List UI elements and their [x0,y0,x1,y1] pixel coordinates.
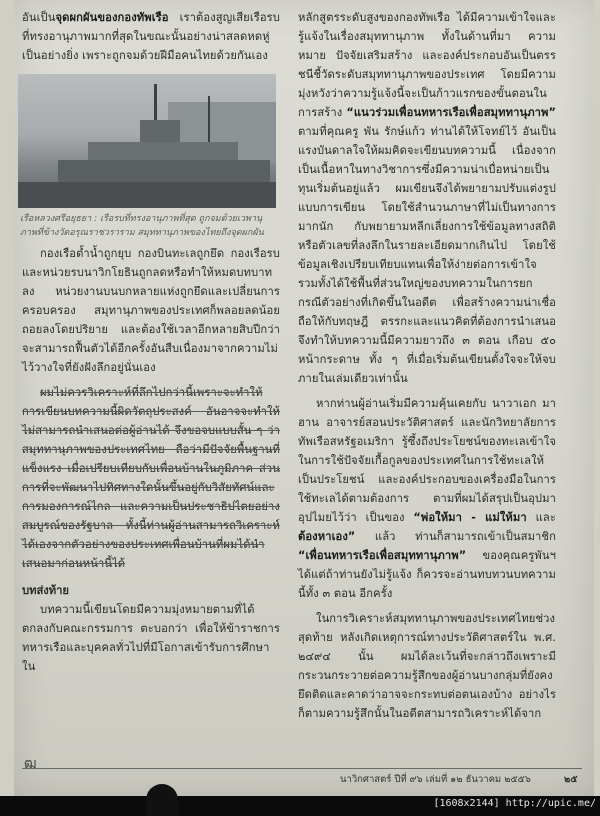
intro-text-2: เราต้องสูญเสียเรือรบที่ทรงอานุภาพมากที่สุดในขณะนั้นอย่างน่าสลดหดหู่เป็นอย่างยิ่ง เพราะถูกจมด้วยฝีมือคนไทยด้วยกันเอง [22,11,280,62]
intro-paragraph [22,8,280,65]
journal-issue: นาวิกศาสตร์ ปีที่ ๙๖ เล่มที่ ๑๒ ธันวาคม ๒๕๕๖ [340,774,531,785]
photo-caption: เรือหลวงศรีอยุธยา : เรือรบที่ทรงอานุภาพที่สุด ถูกจมด้วยเวพานุภาพที่ข้างวัดอรุณราชวราราม สมุททานุภาพของไทยถึงจุดผกผัน [20,214,264,238]
right-p1-post: ตามที่คุณครู พัน รักษ์แก้ว ท่านได้ให้โจทย์ไว้ อันเป็นแรงบันดาลใจให้ผมคิดจะเขียนบทความนี้ เนื่องจากเป็นเนื้อหาในทางวิชาการซึ่งมีความน่าเบื่อหน่ายเป็นทุนเริ่มต้นอยู่แล้ว ผมเขียนจึงได้พยายามปรับแต่งรูปแบบการเขียน โดยใช้สำนวนภาษาที่ไม่เป็นทางการมากนัก กับพยายามหลีกเลี่ยงการใช้ข้อมูลทางสถิติหรือตัวเลขที่ลงลึกในรายละเอียดมากเกินไป โดยใช้ข้อมูลเชิงเปรียบเทียบแทนเพื่อให้ง่ายต่อการเข้าใจ รวมทั้งได้ใช้พื้นที่ส่วนใหญ่ของบทความในการยกกรณีตัวอย่างที่เกิดขึ้นในอดีต เพื่อสร้างความน่าเชื่อถือให้กับทฤษฎี ตรรกะและแนวคิดที่ต้องการนำเสนอ จึงทำให้บทความนี้มีความยาวถึง ๓ ตอน เกือบ ๕๐ หน้ากระดาษ ทั้ง ๆ ที่เมื่อเริ่มต้นเขียนตั้งใจจะให้จบภายในเล่มเดียวเท่านั้น [298,125,556,385]
right-paragraph-2 [298,394,556,603]
intro-text-1: อันเป็น [22,11,56,24]
body-paragraph-3: ผมไม่ควรวิเคราะห์ที่ลึกไปกว่านี้เพราะจะทำให้การเขียนบทความนี้ผิดวัตถุประสงค์ อันอาจจะทำให้ไม่สามารถนำเสนอต่อผู้อ่านได้ จึงขอจบแบบสั้น ๆ ว่า สมุททานุภาพของประเทศไทย ถือว่ามีปัจจัยพื้นฐานที่แข็งแรง เมื่อเปรียบเทียบกับเพื่อนบ้านในภูมิภาค ส่วนการที่จะพัฒนาไปทิศทางใดนั้นขึ้นอยู่กับวิสัยทัศน์และการมองการณ์ไกล และความเป็นประชาธิปไตยอย่างสมบูรณ์ของรัฐบาล ทั้งนี้ท่านผู้อ่านสามารถวิเคราะห์ได้เองจากตัวอย่างของประเทศเพื่อนบ้านที่ผมได้นำเสนอมาก่อนหน้านี้ได้ [22,386,280,570]
intro-text-bold: จุดผกผันของกองทัพเรือ [55,11,169,24]
page-footer [22,756,582,791]
right-p2-bold3: “เพื่อนทหารเรือเพื่อสมุททานุภาพ” [298,549,467,562]
right-p1-pre: หลักสูตรระดับสูงของกองทัพเรือ ได้มีความเข้าใจและรู้แจ้งในเรื่องสมุททานุภาพ ทั้งในด้านที่มา ความหมาย ปัจจัยเสริมสร้าง และองค์ประกอบอันเป็นตรรชนีชี้วัดระดับสมุททานุภาพของประเทศ โดยมีความมุ่งหวังว่าความรู้แจ้งนี้จะเป็นก้าวแรกของขั้นตอนในการสร้าง [298,11,556,119]
right-p1-bold: “แนวร่วมเพื่อนทหารเรือเพื่อสมุททานุภาพ” [346,106,556,119]
upload-watermark: [1608x2144] http://upic.me/ [433,798,596,809]
right-p2-mid2: แล้ว ท่านก็สามารถเข้าเป็นสมาชิก [355,530,556,543]
right-p2-mid: และ [526,511,556,524]
right-p2-bold1: “พ่อให้มา - แม่ให้มา [413,511,527,524]
body-paragraph-4: บทความนี้เขียนโดยมีความมุ่งหมายตามที่ได้ตกลงกับคณะกรรมการ ตะบอกว่า เพื่อให้ข้าราชการทหารเรือและบุคคลทั่วไปที่มีโอกาสเข้ารับการศึกษาใน [22,603,280,673]
cat-silhouette [146,784,178,816]
warship-photo [18,74,276,208]
right-paragraph-3: ในการวิเคราะห์สมุททานุภาพของประเทศไทยช่วงสุดท้าย หลังเกิดเหตุการณ์ทางประวัติศาสตร์ใน พ.ศ. ๒๔๙๔ นั้น ผมได้ละเว้นที่จะกล่าวถึงเพราะมีกระวนกระวายต่อความรู้สึกของผู้อ่านบางกลุ่มที่ยังคงยึดติดและคาดว่าอาจจะกระทบต่อตนเองบ้าง อย่างไรก็ตามความรู้สึกนั้นในอดีตสามารถวิเคราะห์ได้จาก [298,612,556,720]
right-p2-post: ของคุณครูพันฯ ได้แต่ถ้าท่านยังไม่รู้แจ้ง ก็ควรจะอ่านทบทวนบทความนี้ทั้ง ๓ ตอน อีกครั้ง [298,549,556,600]
page-number: ๒๕ [564,774,578,785]
magazine-page [14,0,594,796]
section-title: บทส่งท้าย [22,584,69,597]
left-column [22,0,280,65]
right-p2-bold2: ต้องหาเอง” [298,530,356,543]
right-column [298,0,556,720]
right-paragraph-1 [298,8,556,388]
body-paragraph-2: กองเรือต้ำน้ำถูกยุบ กองบินทะเลถูกยึด กองเรือรบและหน่วยรบนาวิกโยธินถูกลดหรือทำให้หมดบทบาทลง หน่วยงานบนบกหลายแห่งถูกยึดและเปลี่ยนการครอบครอง สมุทานุภาพของประเทศก็พลอยลดน้อยถอยลงโดยปริยาย และต้องใช้เวลาอีกหลายสิบปีกว่าจะสามารถฟื้นตัวได้อีกครั้งอันสืบเนื่องมาจากความไม่ไว้วางใจที่ยังฝังลึกอยู่นั่นเอง [22,247,280,374]
left-column-body [22,244,280,676]
journal-logo-icon: ฒ [24,756,37,772]
right-p2-pre: หากท่านผู้อ่านเริ่มมีความคุ้นเคยกับ นาวาเอก มาฮาน อาจารย์สอนประวัติศาสตร์ และนักวิทยาลัยการทัพเรือสหรัฐอเมริกา รู้ซึ้งถึงประโยชน์ของทะเลเข้าใจในการใช้ปัจจัยเกื้อกูลของประเทศในการใช้ทะเลให้เป็นประโยชน์ และองค์ประกอบของเครื่องมือในการใช้ทะเลได้ตามต้องการ ตามที่ผมได้สรุปเป็นอุปมาอุปไมยไว้ว่า เป็นของ [298,397,556,524]
